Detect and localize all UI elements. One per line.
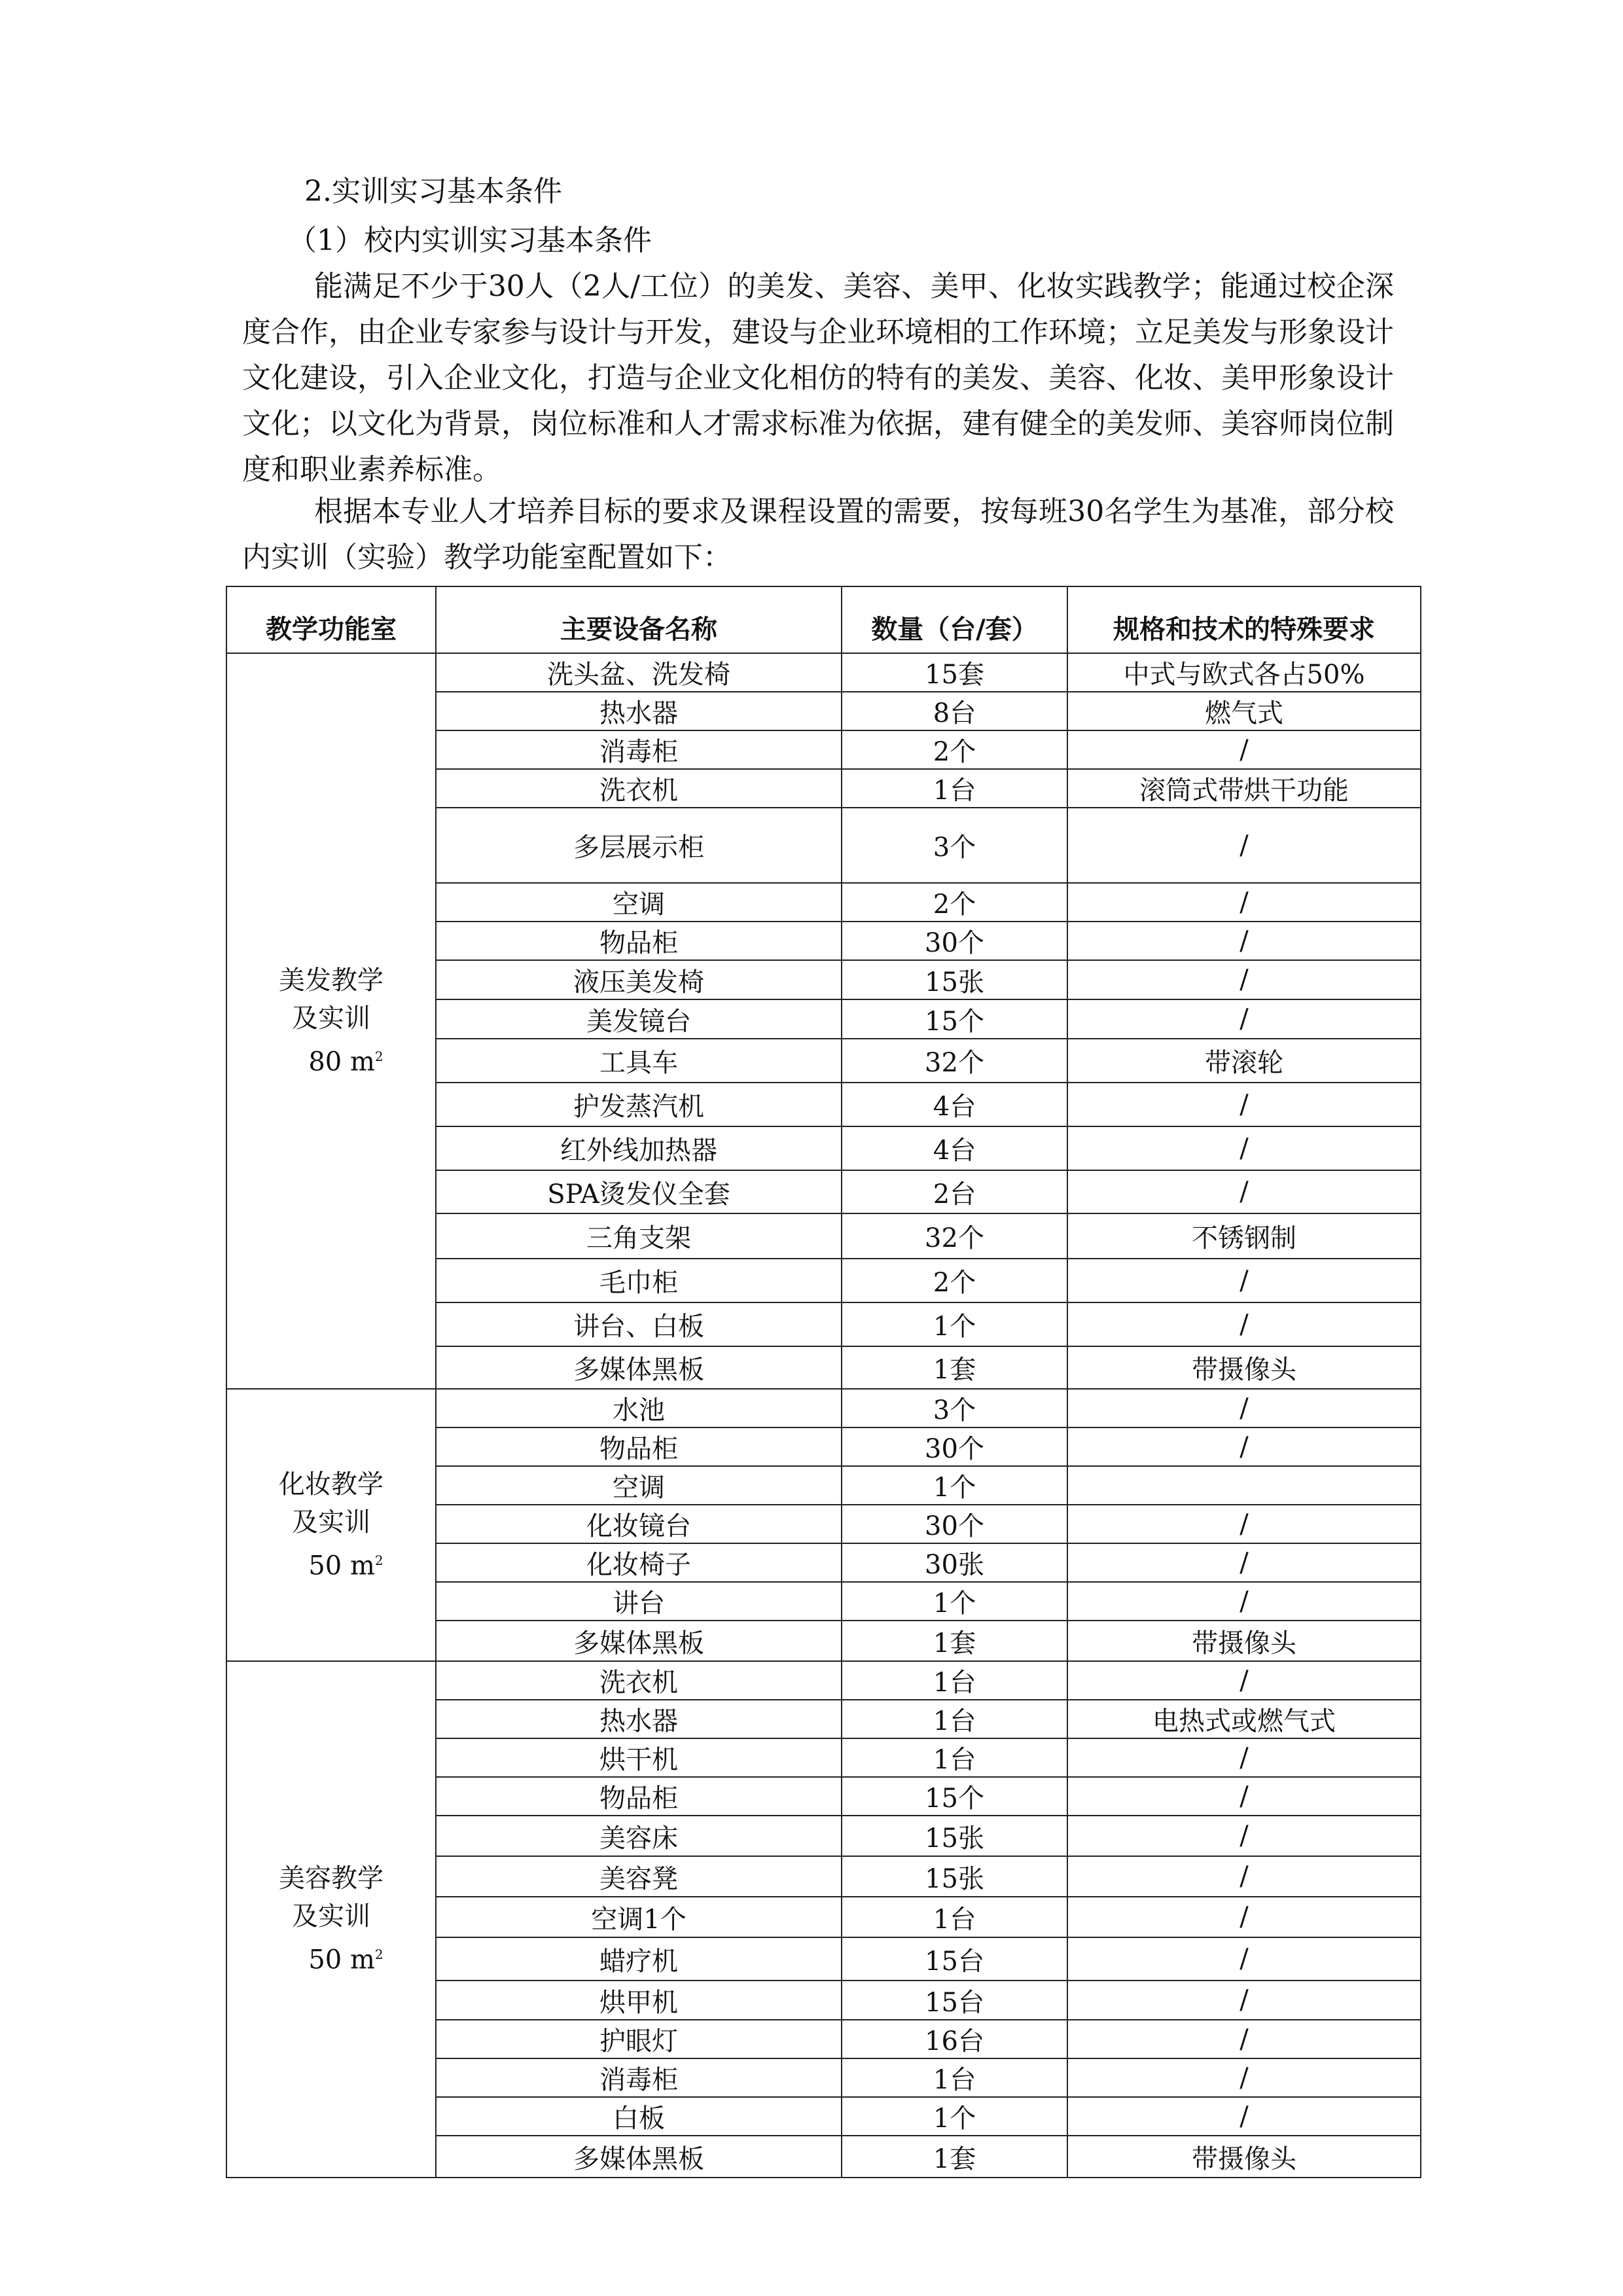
equipment-cell: 热水器 — [436, 692, 842, 730]
spec-cell: / — [1067, 1302, 1421, 1346]
spec-cell: / — [1067, 1505, 1421, 1543]
spec-cell: 不锈钢制 — [1067, 1213, 1421, 1259]
equipment-cell: 烘干机 — [436, 1738, 842, 1777]
spec-cell: / — [1067, 1427, 1421, 1466]
room-name-cell — [226, 1389, 436, 1661]
table-body — [226, 653, 1421, 2178]
header-spec: 规格和技术的特殊要求 — [1067, 586, 1421, 653]
spec-cell: / — [1067, 922, 1421, 960]
quantity-cell: 3个 — [842, 1389, 1067, 1427]
spec-cell: 电热式或燃气式 — [1067, 1700, 1421, 1738]
equipment-cell: 讲台、白板 — [436, 1302, 842, 1346]
table-row — [226, 653, 1421, 692]
equipment-cell: 毛巾柜 — [436, 1259, 842, 1302]
equipment-cell: 洗衣机 — [436, 769, 842, 808]
table-row — [226, 1389, 1421, 1427]
quantity-cell: 1套 — [842, 2136, 1067, 2178]
quantity-cell: 2个 — [842, 1259, 1067, 1302]
equipment-cell: 物品柜 — [436, 1427, 842, 1466]
equipment-cell: 化妆镜台 — [436, 1505, 842, 1543]
spec-cell: / — [1067, 1126, 1421, 1170]
spec-cell: 带摄像头 — [1067, 2136, 1421, 2178]
intro-paragraph — [242, 264, 1394, 493]
spec-cell: / — [1067, 1777, 1421, 1816]
spec-cell: / — [1067, 1170, 1421, 1213]
spec-cell: 燃气式 — [1067, 692, 1421, 730]
equipment-cell: 讲台 — [436, 1582, 842, 1621]
equipment-cell: 物品柜 — [436, 922, 842, 960]
quantity-cell: 1台 — [842, 769, 1067, 808]
quantity-cell: 30个 — [842, 1427, 1067, 1466]
equipment-cell: 热水器 — [436, 1700, 842, 1738]
room-area — [227, 1037, 435, 1081]
equipment-cell: 烘甲机 — [436, 1981, 842, 2020]
table-row — [226, 1661, 1421, 1700]
equipment-cell: 多层展示柜 — [436, 808, 842, 883]
spec-cell: / — [1067, 883, 1421, 922]
quantity-cell: 8台 — [842, 692, 1067, 730]
quantity-cell: 15个 — [842, 999, 1067, 1039]
room-area-value: 50 m — [308, 1945, 375, 1975]
equipment-cell: 护发蒸汽机 — [436, 1083, 842, 1126]
equipment-cell: 白板 — [436, 2097, 842, 2136]
equipment-cell: 空调1个 — [436, 1897, 842, 1937]
quantity-cell: 1个 — [842, 1466, 1067, 1505]
spec-cell: / — [1067, 1816, 1421, 1856]
quantity-cell: 32个 — [842, 1213, 1067, 1259]
equipment-cell: 工具车 — [436, 1039, 842, 1083]
quantity-cell: 15台 — [842, 1981, 1067, 2020]
quantity-cell: 1台 — [842, 1738, 1067, 1777]
room-area-unit-exponent: 2 — [374, 1946, 383, 1963]
quantity-cell: 16台 — [842, 2020, 1067, 2058]
spec-cell: / — [1067, 1661, 1421, 1700]
quantity-cell: 15个 — [842, 1777, 1067, 1816]
quantity-cell: 30个 — [842, 1505, 1067, 1543]
quantity-cell: 32个 — [842, 1039, 1067, 1083]
room-area — [227, 1935, 435, 1979]
room-name-line1: 美发教学 — [279, 965, 383, 996]
quantity-cell: 15台 — [842, 1937, 1067, 1981]
equipment-cell: 洗头盆、洗发椅 — [436, 653, 842, 692]
spec-cell: / — [1067, 1582, 1421, 1621]
paragraph-text: 能满足不少于30人（2人/工位）的美发、美容、美甲、化妆实践教学；能通过校企深度合作，由企业专家参与设计与开发，建设与企业环境相的工作环境；立足美发与形象设计文化建设，引入企业文化，打造与企业文化相仿的特有的美发、美容、化妆、美甲形象设计文化；以文化为背景，岗位标准和人才需求标准为依据，建有健全的美发师、美容师岗位制度和职业素养标准。 — [242, 270, 1394, 486]
header-equipment: 主要设备名称 — [436, 586, 842, 653]
quantity-cell: 1个 — [842, 2097, 1067, 2136]
equipment-cell: 洗衣机 — [436, 1661, 842, 1700]
equipment-cell: 水池 — [436, 1389, 842, 1427]
room-area — [227, 1541, 435, 1585]
spec-cell: / — [1067, 1897, 1421, 1937]
spec-cell: / — [1067, 999, 1421, 1039]
spec-cell: 带滚轮 — [1067, 1039, 1421, 1083]
quantity-cell: 1个 — [842, 1302, 1067, 1346]
spec-cell: / — [1067, 1856, 1421, 1897]
spec-cell: / — [1067, 2058, 1421, 2097]
quantity-cell: 3个 — [842, 808, 1067, 883]
quantity-cell: 1台 — [842, 1897, 1067, 1937]
section-heading: 2.实训实习基本条件 — [304, 175, 562, 208]
equipment-cell: 空调 — [436, 1466, 842, 1505]
room-name-line2: 及实训 — [292, 1507, 370, 1537]
spec-cell: 带摄像头 — [1067, 1346, 1421, 1389]
paragraph-text: 根据本专业人才培养目标的要求及课程设置的需要，按每班30名学生为基准，部分校内实训（实验）教学功能室配置如下： — [242, 495, 1394, 574]
quantity-cell: 2个 — [842, 730, 1067, 769]
header-room: 教学功能室 — [226, 586, 436, 653]
equipment-cell: 物品柜 — [436, 1777, 842, 1816]
spec-cell: / — [1067, 1259, 1421, 1302]
equipment-cell: 美容凳 — [436, 1856, 842, 1897]
equipment-cell: 护眼灯 — [436, 2020, 842, 2058]
spec-cell: / — [1067, 960, 1421, 999]
spec-cell: 滚筒式带烘干功能 — [1067, 769, 1421, 808]
quantity-cell: 4台 — [842, 1083, 1067, 1126]
room-name-cell — [226, 1661, 436, 2178]
spec-cell: / — [1067, 1981, 1421, 2020]
equipment-cell: 液压美发椅 — [436, 960, 842, 999]
equipment-cell: 多媒体黑板 — [436, 1346, 842, 1389]
room-name-line2: 及实训 — [292, 1003, 370, 1033]
equipment-cell: 美容床 — [436, 1816, 842, 1856]
quantity-cell: 1台 — [842, 2058, 1067, 2097]
quantity-cell: 30个 — [842, 922, 1067, 960]
quantity-cell: 1台 — [842, 1661, 1067, 1700]
spec-cell: / — [1067, 2097, 1421, 2136]
equipment-cell: 蜡疗机 — [436, 1937, 842, 1981]
room-area-unit-exponent: 2 — [374, 1048, 383, 1064]
spec-cell — [1067, 1466, 1421, 1505]
quantity-cell: 15张 — [842, 1816, 1067, 1856]
quantity-cell: 4台 — [842, 1126, 1067, 1170]
quantity-cell: 1套 — [842, 1346, 1067, 1389]
equipment-cell: SPA烫发仪全套 — [436, 1170, 842, 1213]
equipment-cell: 空调 — [436, 883, 842, 922]
equipment-cell: 美发镜台 — [436, 999, 842, 1039]
quantity-cell: 1台 — [842, 1700, 1067, 1738]
equipment-table — [226, 586, 1421, 2178]
room-area-value: 50 m — [308, 1551, 375, 1581]
room-name-line1: 化妆教学 — [279, 1469, 383, 1499]
quantity-cell: 2台 — [842, 1170, 1067, 1213]
spec-cell: / — [1067, 808, 1421, 883]
room-name-line2: 及实训 — [292, 1901, 370, 1932]
header-quantity: 数量（台/套） — [842, 586, 1067, 653]
quantity-cell: 15张 — [842, 1856, 1067, 1897]
spec-cell: / — [1067, 2020, 1421, 2058]
quantity-cell: 30张 — [842, 1543, 1067, 1582]
room-name-cell — [226, 653, 436, 1389]
room-area-unit-exponent: 2 — [374, 1552, 383, 1568]
equipment-cell: 三角支架 — [436, 1213, 842, 1259]
room-area-value: 80 m — [308, 1047, 375, 1077]
equipment-cell: 红外线加热器 — [436, 1126, 842, 1170]
quantity-cell: 1套 — [842, 1621, 1067, 1661]
room-name-line1: 美容教学 — [279, 1863, 383, 1894]
quantity-cell: 2个 — [842, 883, 1067, 922]
spec-cell: / — [1067, 1738, 1421, 1777]
equipment-cell: 消毒柜 — [436, 2058, 842, 2097]
spec-cell: 带摄像头 — [1067, 1621, 1421, 1661]
equipment-cell: 多媒体黑板 — [436, 2136, 842, 2178]
spec-cell: 中式与欧式各占50% — [1067, 653, 1421, 692]
equipment-cell: 化妆椅子 — [436, 1543, 842, 1582]
equipment-cell: 多媒体黑板 — [436, 1621, 842, 1661]
spec-cell: / — [1067, 1083, 1421, 1126]
table-header-row — [226, 586, 1421, 653]
spec-cell: / — [1067, 1937, 1421, 1981]
spec-cell: / — [1067, 1543, 1421, 1582]
quantity-cell: 15张 — [842, 960, 1067, 999]
quantity-cell: 15套 — [842, 653, 1067, 692]
config-paragraph — [242, 489, 1394, 581]
spec-cell: / — [1067, 1389, 1421, 1427]
quantity-cell: 1个 — [842, 1582, 1067, 1621]
equipment-cell: 消毒柜 — [436, 730, 842, 769]
sub-heading: （1）校内实训实习基本条件 — [288, 224, 652, 257]
spec-cell: / — [1067, 730, 1421, 769]
